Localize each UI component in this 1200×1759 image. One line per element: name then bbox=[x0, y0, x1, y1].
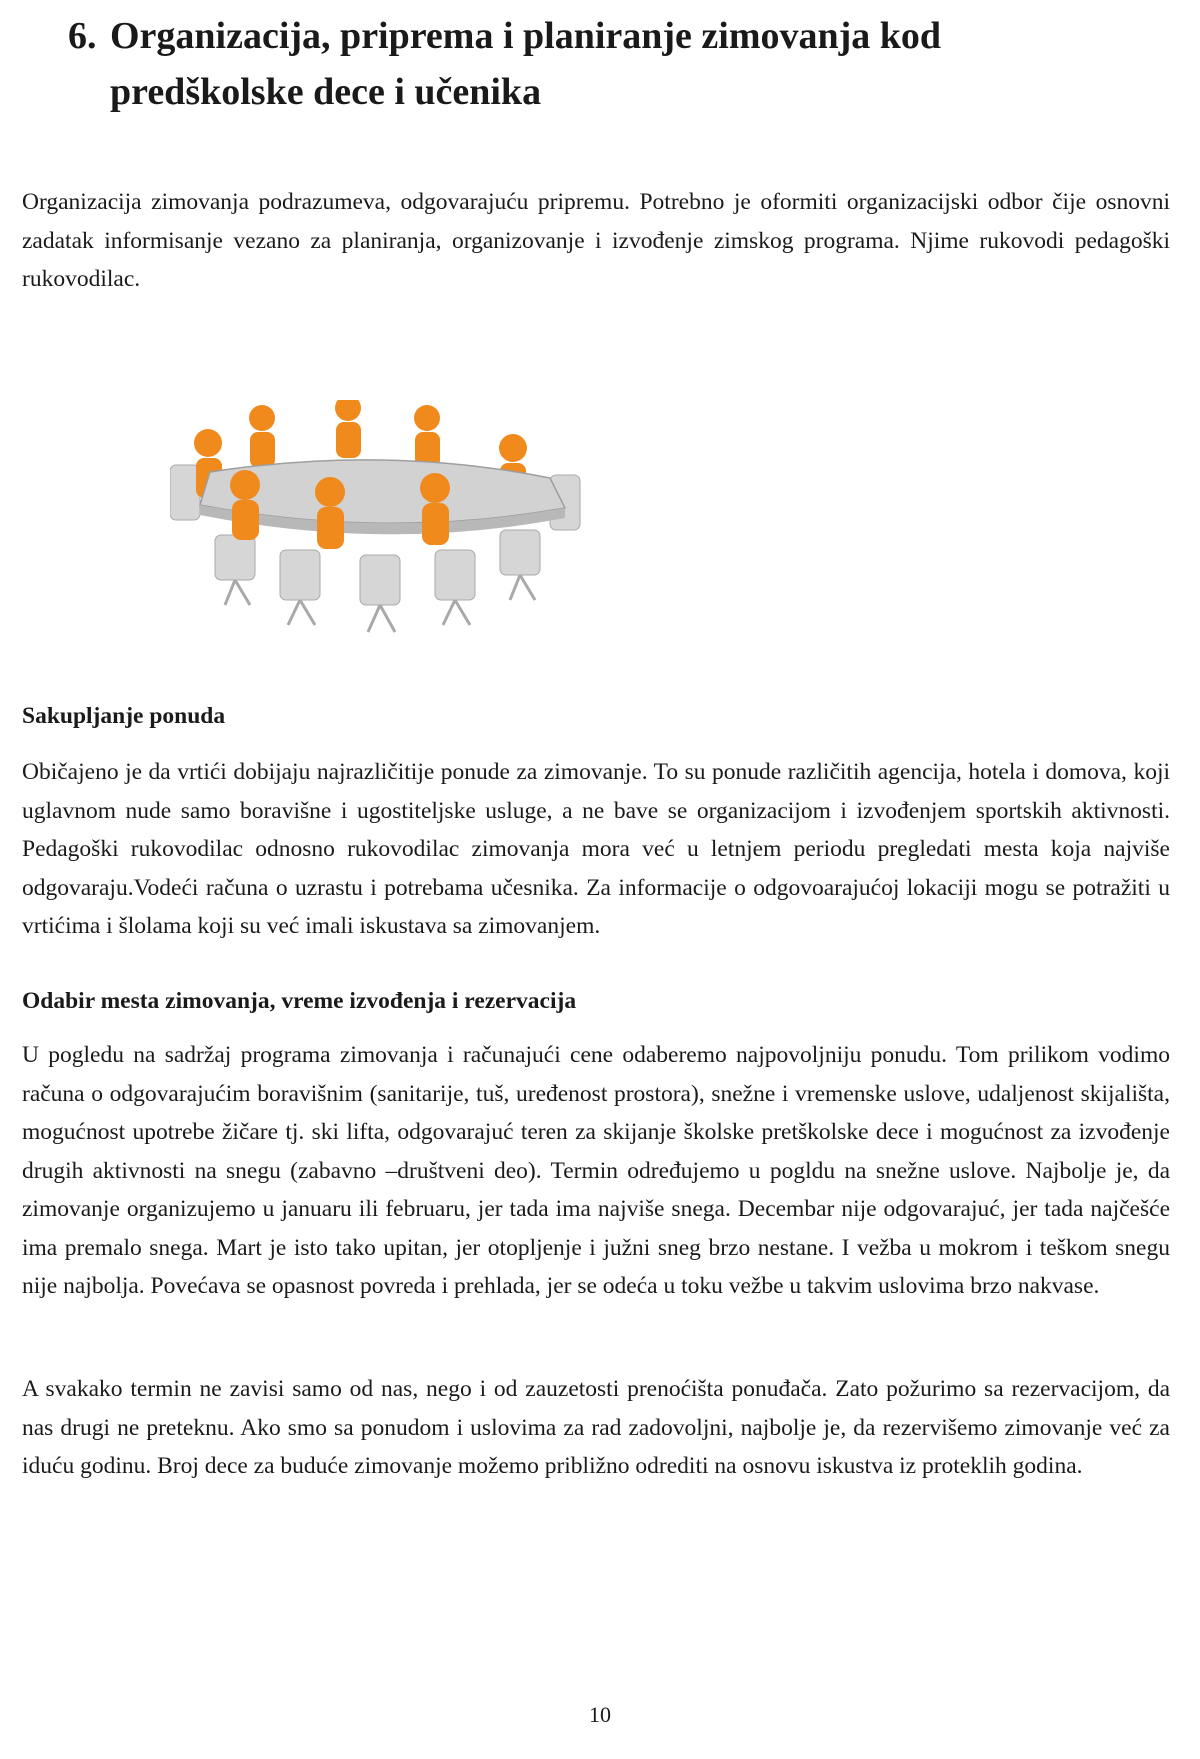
section2-paragraph-1: U pogledu na sadržaj programa zimovanja i računajući cene odaberemo najpovoljniju ponudu. Tom prilikom vodimo računa o odgovarajućim boravišnim (sanitarije, tuš, uređenost prostora), snežne i vremenske uslove, udaljenost skijališta, mogućnost upotrebe žičare tj. ski lifta, odgovarajuć teren za skijanje školske pretškolske dece i mogućnost za izvođenje drugih aktivnosti na snegu (zabavno –društveni deo). Termin određujemo u pogldu na snežne uslove. Najbolje je, da zimovanje organizujemo u januaru ili februaru, jer tada ima najviše snega. Decembar nije odgovarajuć, jer tada najčešće ima premalo snega. Mart je isto tako upitan, jer otopljenje i južni sneg brzo nestane. I vežba u mokrom i teškom snegu nije najbolja. Povećava se opasnost povreda i prehlada, jer se odeća u toku vežbe u takvim uslovima brzo nakvase. bbox=[22, 1042, 1170, 1299]
section1-heading: Sakupljanje ponuda bbox=[22, 703, 226, 729]
chapter-title bbox=[68, 8, 1170, 120]
section2-paragraph-2: A svakako termin ne zavisi samo od nas, nego i od zauzetosti prenoćišta ponuđača. Zato požurimo sa rezervacijom, da nas drugi ne preteknu. Ako smo sa ponudom i uslovima za rad zadovoljni, najbolje je, da rezervišemo zimovanje već za iduću godinu. Broj dece za buduće zimovanje možemo približno odrediti na osnovu iskustva iz proteklih godina. bbox=[22, 1376, 1170, 1479]
page-number: 10 bbox=[589, 1702, 611, 1727]
chapter-title-line1: Organizacija, priprema i planiranje zimovanja kod bbox=[110, 15, 942, 57]
chapter-number: 6. bbox=[68, 15, 97, 57]
section1-paragraph: Običajeno je da vrtići dobijaju najrazličitije ponude za zimovanje. To su ponude različitih agencija, hotela i domova, koji uglavnom nude samo boravišne i ugostiteljske usluge, a ne bave se organizacijom i izvođenjem sportskih aktivnosti. Pedagoški rukovodilac odnosno rukovodilac zimovanja mora već u letnjem periodu pregledati mesta koja najviše odgovaraju.Vodeći računa o uzrastu i potrebama učesnika. Za informacije o odgovoarajućoj lokaciji mogu se potražiti u vrtićima i šlolama koji su već imali iskustava sa zimovanjem. bbox=[22, 759, 1170, 939]
meeting-table-illustration bbox=[170, 400, 600, 650]
section2-heading: Odabir mesta zimovanja, vreme izvođenja i rezervacija bbox=[22, 988, 577, 1014]
intro-paragraph: Organizacija zimovanja podrazumeva, odgovarajuću pripremu. Potrebno je oformiti organizacijski odbor čije osnovni zadatak informisanje vezano za planiranja, organizovanje i izvođenje zimskog programa. Njime rukovodi pedagoški rukovodilac. bbox=[22, 189, 1170, 292]
chapter-title-line2: predškolske dece i učenika bbox=[110, 71, 542, 113]
meeting-icon bbox=[170, 400, 600, 650]
